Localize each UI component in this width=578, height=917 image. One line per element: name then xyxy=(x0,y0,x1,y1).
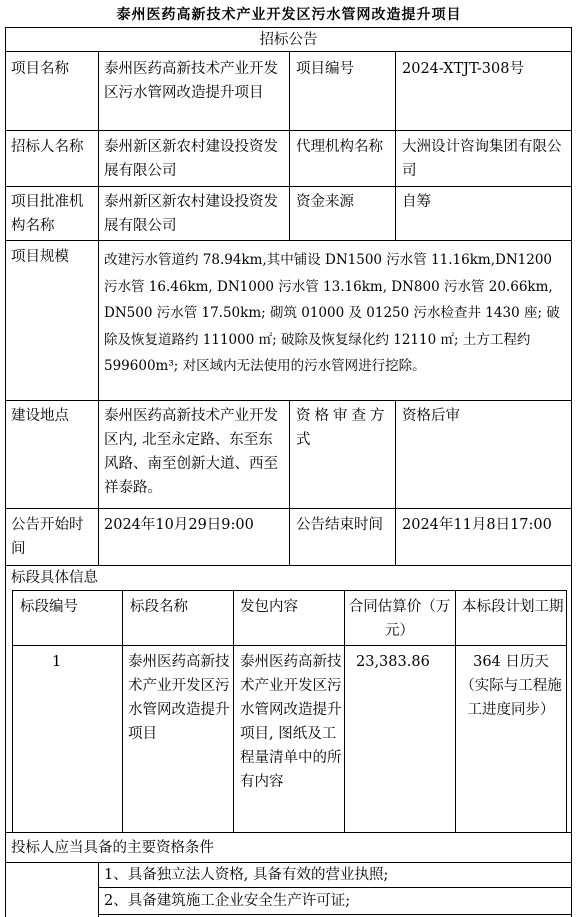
agency-value: 大洲设计咨询集团有限公司 xyxy=(402,139,562,179)
site-value: 泰州医药高新技术产业开发区内, 北至永定路、东至东风路、南至创新大道、西至祥泰路。 xyxy=(104,408,278,496)
approval-value: 泰州新区新农村建设投资发展有限公司 xyxy=(104,194,278,234)
qualification-item-2: 2、具备建筑施工企业安全生产许可证; xyxy=(104,893,351,909)
lot-period: 364 日历天（实际与工程施工进度同步） xyxy=(460,654,562,718)
lot-name: 泰州医药高新技术产业开发区污水管网改造提升项目 xyxy=(128,654,230,742)
lot-header-price: 合同估算价（万元） xyxy=(348,599,451,639)
project-name-label: 项目名称 xyxy=(11,61,69,77)
qualification-item-1: 1、具备独立法人资格, 具备有效的营业执照; xyxy=(104,867,389,883)
lot-price: 23,383.86 xyxy=(356,654,430,670)
qualification-section-title: 投标人应当具备的主要资格条件 xyxy=(11,840,214,856)
project-no-value: 2024-XTJT-308号 xyxy=(402,61,524,77)
fund-value: 自筹 xyxy=(402,194,431,210)
agency-label: 代理机构名称 xyxy=(296,139,383,155)
tenderer-value: 泰州新区新农村建设投资发展有限公司 xyxy=(104,139,278,179)
lot-section-title: 标段具体信息 xyxy=(11,570,98,586)
project-no-label: 项目编号 xyxy=(296,61,354,77)
site-label: 建设地点 xyxy=(11,408,69,424)
lot-header-period: 本标段计划工期 xyxy=(462,599,564,615)
lot-header-content: 发包内容 xyxy=(240,599,298,615)
review-label: 资格审查方式 xyxy=(296,408,389,448)
end-label: 公告结束时间 xyxy=(296,517,383,533)
scale-label: 项目规模 xyxy=(11,249,69,265)
start-value: 2024年10月29日9:00 xyxy=(104,517,254,533)
tenderer-label: 招标人名称 xyxy=(11,139,84,155)
lot-no: 1 xyxy=(52,654,62,670)
end-value: 2024年11月8日17:00 xyxy=(402,517,552,533)
lot-content: 泰州医药高新技术产业开发区污水管网改造提升项目, 图纸及工程量清单中的所有内容 xyxy=(240,654,342,790)
lot-header-no: 标段编号 xyxy=(20,599,78,615)
start-label: 公告开始时间 xyxy=(11,517,84,557)
review-value: 资格后审 xyxy=(402,408,460,424)
document-title: 泰州医药高新技术产业开发区污水管网改造提升项目 xyxy=(116,7,462,23)
project-name-value: 泰州医药高新技术产业开发区污水管网改造提升项目 xyxy=(104,61,278,101)
approval-label: 项目批准机构名称 xyxy=(11,194,84,234)
lot-header-name: 标段名称 xyxy=(130,599,188,615)
scale-value: 改建污水管道约 78.94km,其中铺设 DN1500 污水管 11.16km,DN1200 污水管 16.46km, DN1000 污水管 13.16km, DN800 污水管 20.66km, DN500 污水管 17.50km; 砌筑 01000 及 01250 污水检查井 1430 座; 破除及恢复道路约 111000 ㎡; 破除及恢复绿化约 12110 ㎡; 土方工程约 599600m³; 对区域内无法使用的污水管网进行挖除。 xyxy=(104,252,560,374)
fund-label: 资金来源 xyxy=(296,194,354,210)
section-title: 招标公告 xyxy=(259,32,318,48)
